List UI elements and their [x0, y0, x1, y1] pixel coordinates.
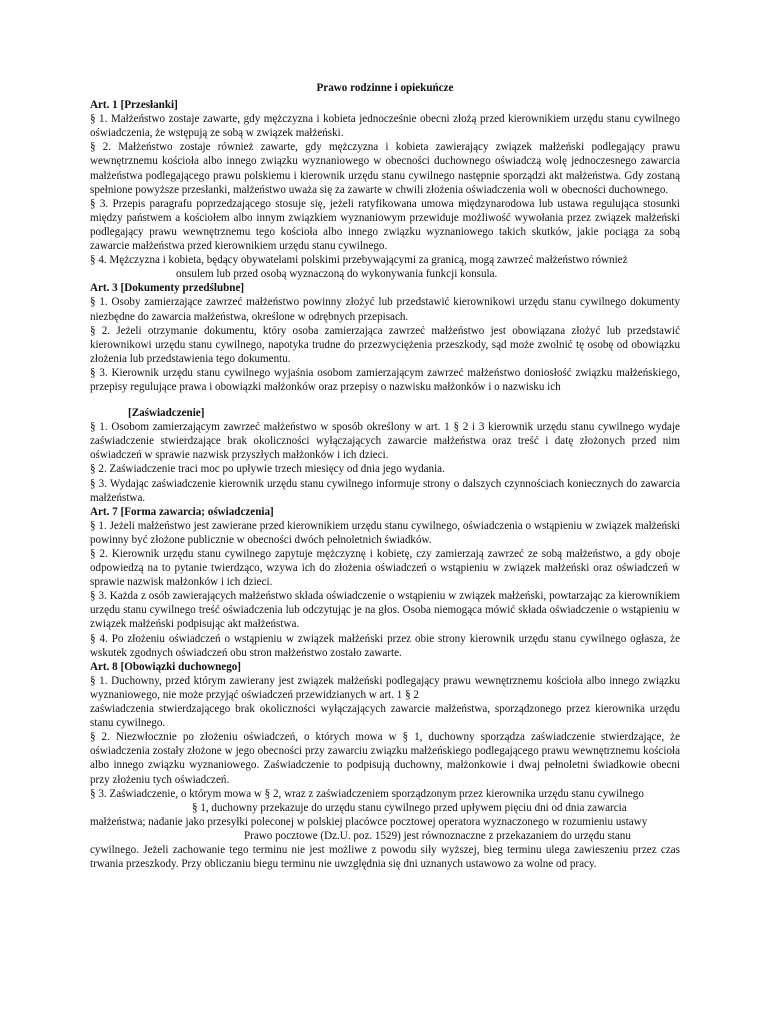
article-8-paragraph-3-line-4: Prawo pocztowe (Dz.U. poz. 1529) jest równoznaczne z przekazaniem do urzędu stanu [244, 829, 631, 842]
article-8-paragraph-3-line-2: § 1, duchowny przekazuje do urzędu stanu cywilnego przed upływem pięciu dni od dnia zawarcia [192, 801, 627, 814]
article-7-paragraph-3: § 3. Każda z osób zawierających małżeństwo składa oświadczenie o wstąpieniu w związek małżeński, powtarzając za kierownikiem urzędu stanu cywilnego treść oświadczenia lub odczytując je na głos. Osoba niemogąca mówić składa oświadczenie o wstąpieniu w związek małżeński podpisując akt małżeństwa. [90, 590, 680, 631]
certificate-heading: [Zaświadczenie] [128, 407, 205, 420]
article-7-paragraph-4: § 4. Po złożeniu oświadczeń o wstąpieniu w związek małżeński przez obie strony kierownik urzędu stanu cywilnego ogłasza, że wskutek zgodnych oświadczeń obu stron małżeństwo zostało zawarte. [90, 632, 680, 659]
article-8-paragraph-3 [90, 787, 680, 872]
article-8-paragraph-1 [90, 674, 680, 730]
article-3-paragraph-1: § 1. Osoby zamierzające zawrzeć małżeństwo powinny złożyć lub przedstawić kierownikowi urzędu stanu cywilnego dokumenty niezbędne do zawarcia małżeństwa, określone w odrębnych przepisach. [90, 296, 680, 323]
article-8-heading: Art. 8 [Obowiązki duchownego] [90, 660, 242, 673]
article-8-paragraph-1-line-2: zaświadczenia stwierdzającego brak okoliczności wyłączających zawarcie małżeństwa, sporządzonego przez kierownika urzędu stanu cywilnego. [90, 703, 680, 730]
article-7-paragraph-2: § 2. Kierownik urzędu stanu cywilnego zapytuje mężczyznę i kobietę, czy zamierzają zawrzeć ze sobą małżeństwo, a gdy oboje odpowiedzą na to pytanie twierdząco, wzywa ich do złożenia oświadczeń o wstąpieniu w związek małżeński oraz oświadczeń w sprawie nazwisk małżonków i ich dzieci. [90, 548, 680, 589]
article-8-paragraph-3-line-5: cywilnego. Jeżeli zachowanie tego terminu nie jest możliwe z powodu siły wyższej, bieg terminu ulega zawieszeniu przez czas trwania przeszkody. Przy obliczaniu biegu terminu nie uwzględnia się dni uznanych ustawowo za wolne od pracy. [90, 843, 680, 871]
document-page [90, 81, 680, 871]
section-gap [90, 394, 680, 406]
article-8-paragraph-3-line-1: § 3. Zaświadczenie, o którym mowa w § 2, wraz z zaświadczeniem sporządzonym przez kierownika urzędu stanu cywilnego [90, 787, 644, 800]
article-7-heading: Art. 7 [Forma zawarcia; oświadczenia] [90, 505, 274, 518]
certificate-paragraph-2: § 2. Zaświadczenie traci moc po upływie trzech miesięcy od dnia jego wydania. [90, 463, 445, 476]
article-1-paragraph-4 [90, 253, 680, 281]
article-3-paragraph-2: § 2. Jeżeli otrzymanie dokumentu, który osoba zamierzająca zawrzeć małżeństwo jest obowiązana złożyć lub przedstawić kierownikowi urzędu stanu cywilnego, napotyka trudne do przezwyciężenia przeszkody, sąd może zwolnić tę osobę od obowiązku złożenia lub przedstawienia tego dokumentu. [90, 324, 680, 365]
article-8-paragraph-3-line-3: małżeństwa; nadanie jako przesyłki poleconej w polskiej placówce pocztowej operatora wyznaczonego w rozumieniu ustawy [90, 815, 648, 828]
article-1-paragraph-1: § 1. Małżeństwo zostaje zawarte, gdy mężczyzna i kobieta jednocześnie obecni złożą przed kierownikiem urzędu stanu cywilnego oświadczenia, że wstępują ze sobą w związek małżeński. [90, 113, 680, 140]
article-1-paragraph-4-line-1: § 4. Mężczyzna i kobieta, będący obywatelami polskimi przebywającymi za granicą, mogą zawrzeć małżeństwo również [90, 254, 628, 267]
article-3-paragraph-3: § 3. Kierownik urzędu stanu cywilnego wyjaśnia osobom zamierzającym zawrzeć małżeństwo doniosłość związku małżeńskiego, przepisy regulujące prawa i obowiązki małżonków oraz przepisy o nazwisku małżonków i o nazwisku ich [90, 366, 680, 393]
article-3-heading: Art. 3 [Dokumenty przedślubne] [90, 282, 245, 295]
certificate-paragraph-3: § 3. Wydając zaświadczenie kierownik urzędu stanu cywilnego informuje strony o dalszych czynnościach koniecznych do zawarcia małżeństwa. [90, 477, 680, 504]
article-1-heading: Art. 1 [Przesłanki] [90, 99, 178, 112]
article-1-paragraph-2: § 2. Małżeństwo zostaje również zawarte, gdy mężczyzna i kobieta zawierający związek małżeński podlegający prawu wewnętrznemu kościoła albo innego związku wyznaniowego w obecności duchownego oświadczą wolę jednoczesnego zawarcia małżeństwa podlegającego prawu polskiemu i kierownik urzędu stanu cywilnego następnie sporządzi akt małżeństwa. Gdy zostaną spełnione powyższe przesłanki, małżeństwo uważa się za zawarte w chwili złożenia oświadczenia woli w obecności duchownego. [90, 141, 680, 196]
article-8-paragraph-1-line-1: § 1. Duchowny, przed którym zawierany jest związek małżeński podlegający prawu wewnętrznemu kościoła albo innego związku wyznaniowego, nie może przyjąć oświadczeń przewidzianych w art. 1 § 2 [90, 674, 680, 701]
article-1-paragraph-3: § 3. Przepis paragrafu poprzedzającego stosuje się, jeżeli ratyfikowana umowa międzynarodowa lub ustawa regulująca stosunki między państwem a kościołem albo innym związkiem wyznaniowym przewiduje możliwość wywołania przez związek małżeński podlegający prawu wewnętrznemu tego kościoła albo innego związku wyznaniowego takich skutków, jakie pociąga za sobą zawarcie małżeństwa przed kierownikiem urzędu stanu cywilnego. [90, 197, 680, 253]
article-1-paragraph-4-line-2: onsulem lub przed osobą wyznaczoną do wykonywania funkcji konsula. [176, 268, 498, 281]
certificate-paragraph-1: § 1. Osobom zamierzającym zawrzeć małżeństwo w sposób określony w art. 1 § 2 i 3 kierownik urzędu stanu cywilnego wydaje zaświadczenie stwierdzające brak okoliczności wyłączających zawarcie małżeństwa oraz treść i datę złożonych przed nim oświadczeń w sprawie nazwisk przyszłych małżonków i ich dzieci. [90, 421, 680, 462]
article-8-paragraph-2: § 2. Niezwłocznie po złożeniu oświadczeń, o których mowa w § 1, duchowny sporządza zaświadczenie stwierdzające, że oświadczenia zostały złożone w jego obecności przy zawarciu związku małżeńskiego podlegającego prawu wewnętrznemu kościoła albo innego związku wyznaniowego. Zaświadczenie to podpisują duchowny, małżonkowie i dwaj pełnoletni świadkowie obecni przy złożeniu tych oświadczeń. [90, 731, 680, 786]
document-title: Prawo rodzinne i opiekuńcze [316, 82, 454, 94]
article-7-paragraph-1: § 1. Jeżeli małżeństwo jest zawierane przed kierownikiem urzędu stanu cywilnego, oświadczenia o wstąpieniu w związek małżeński powinny być złożone publicznie w obecności dwóch pełnoletnich świadków. [90, 519, 680, 546]
